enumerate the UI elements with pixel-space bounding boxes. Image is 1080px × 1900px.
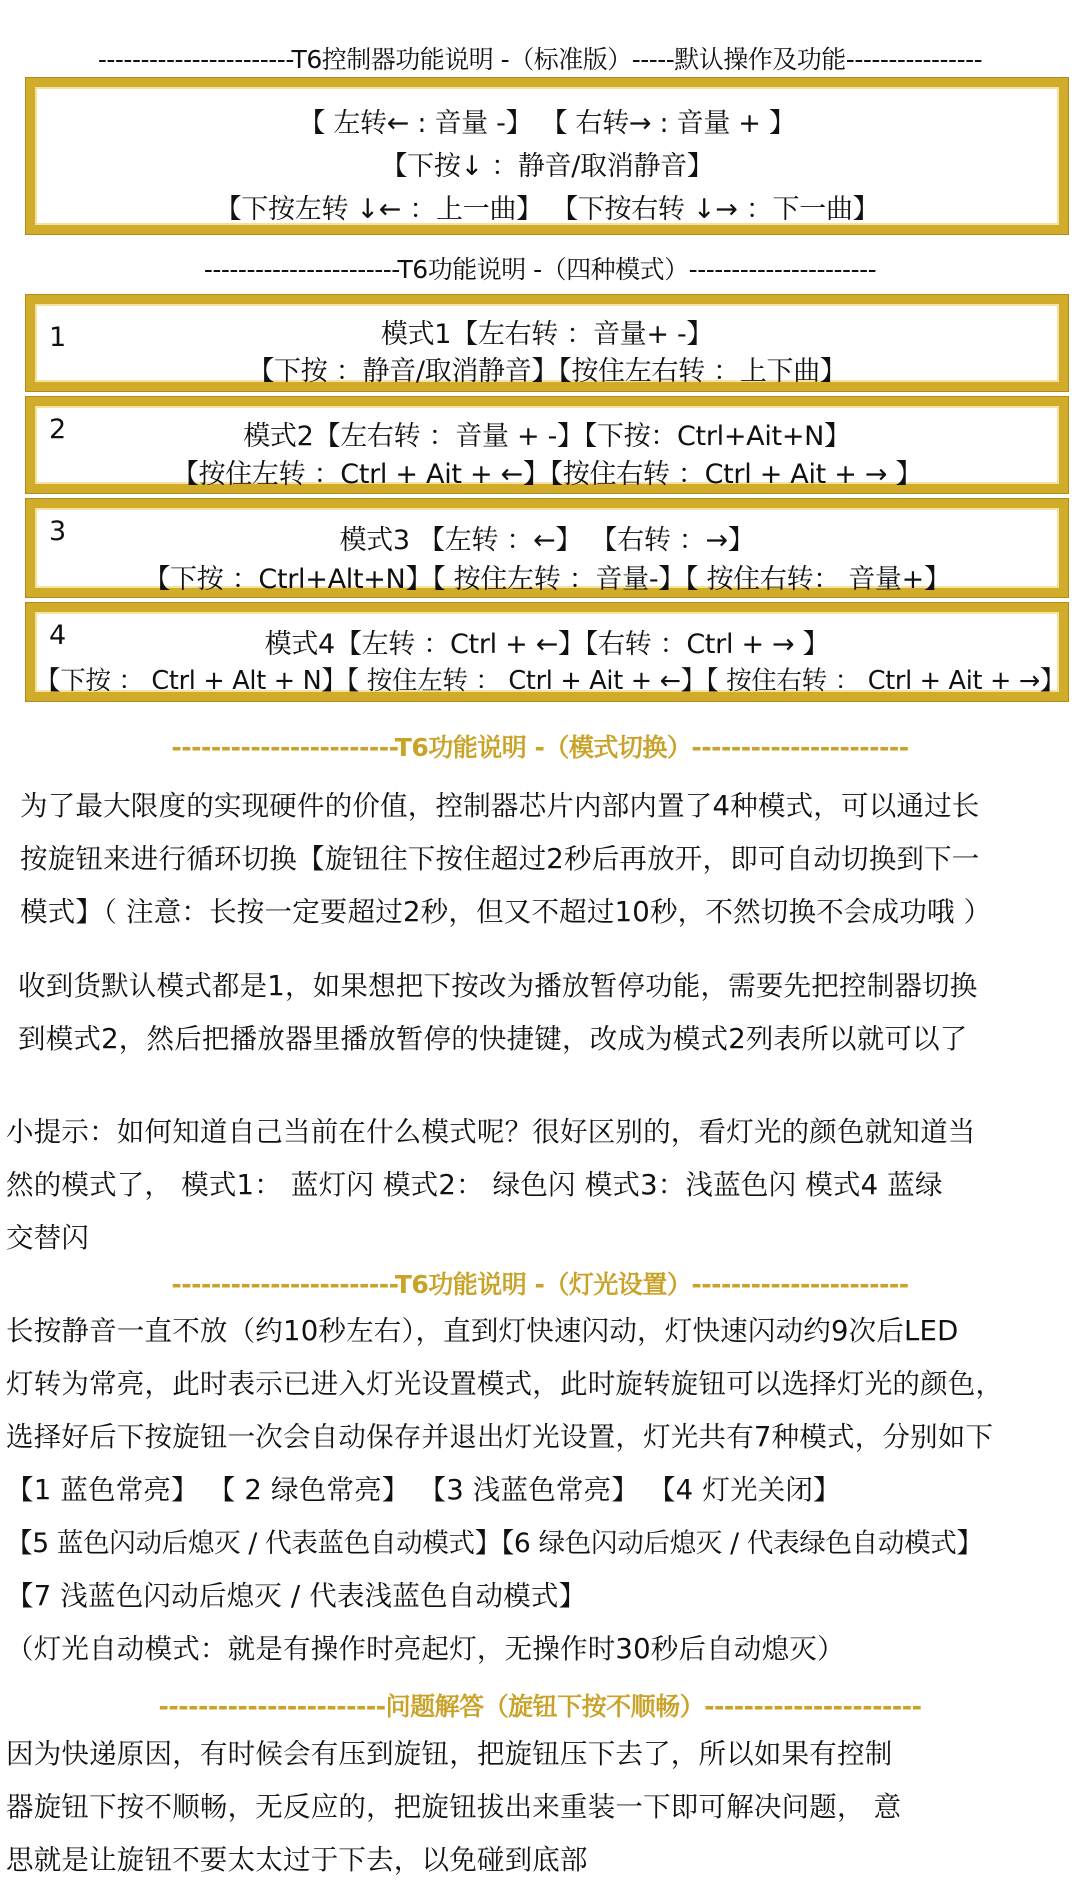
text-line: 因为快递原因，有时候会有压到旋钮，把旋钮压下去了，所以如果有控制 [6, 1738, 893, 1770]
mode-number: 4 [49, 620, 67, 651]
text-line: 器旋钮下按不顺畅，无反应的，把旋钮拔出来重装一下即可解决问题， 意 [6, 1791, 902, 1823]
default-line-2: 【下按↓ ：静音/取消静音】 [380, 151, 714, 182]
paragraph-light-settings [6, 1305, 1003, 1676]
header-default-operations: -----------------------T6控制器功能说明 -（标准版）-----默认操作及功能---------------- [97, 45, 983, 74]
text-line: 选择好后下按旋钮一次会自动保存并退出灯光设置，灯光共有7种模式，分别如下 [6, 1421, 994, 1453]
mode-number: 3 [49, 516, 67, 547]
mode-3-line-2: 【下按 ：Ctrl+Alt+N】【 按住左转 ：音量-】【 按住右转： 音量+】 [143, 564, 951, 595]
text-line: 【7 浅蓝色闪动后熄灭 / 代表浅蓝色自动模式】 [6, 1580, 587, 1612]
default-operations-box [26, 78, 1068, 234]
paragraph-default-mode [18, 960, 978, 1066]
text-line: 【5 蓝色闪动后熄灭 / 代表蓝色自动模式】【6 绿色闪动后熄灭 / 代表绿色自动模式】 [6, 1528, 983, 1559]
header-light-settings: -----------------------T6功能说明 -（灯光设置）---------------------- [171, 1270, 909, 1299]
text-line: 为了最大限度的实现硬件的价值，控制器芯片内部内置了4种模式，可以通过长 [20, 790, 980, 822]
mode-number: 1 [49, 322, 67, 353]
mode-4-line-2: 【下按 ： Ctrl + Alt + N】【 按住左转 ： Ctrl + Ait + ←】【 按住右转 ： Ctrl + Ait + →】 [35, 666, 1066, 696]
mode-1-line-2: 【下按 ：静音/取消静音】【按住左右转 ：上下曲】 [247, 356, 847, 387]
text-line: 按旋钮来进行循环切换【旋钮往下按住超过2秒后再放开，即可自动切换到下一 [20, 843, 980, 875]
paragraph-faq [6, 1728, 901, 1887]
text-line: 收到货默认模式都是1，如果想把下按改为播放暂停功能，需要先把控制器切换 [18, 970, 978, 1002]
mode-2-line-2: 【按住左转 ：Ctrl + Ait + ←】【按住右转 ：Ctrl + Ait + → 】 [171, 459, 923, 490]
mode-2-line-1: 模式2【左右转 ：音量 + -】【下按：Ctrl+Ait+N】 [243, 421, 851, 452]
header-mode-switch: -----------------------T6功能说明 -（模式切换）---------------------- [171, 733, 909, 762]
text-line: 灯转为常亮，此时表示已进入灯光设置模式，此时旋转旋钮可以选择灯光的颜色， [6, 1368, 1004, 1400]
mode-4-line-1: 模式4【左转 ：Ctrl + ←】【右转 ：Ctrl + → 】 [264, 629, 830, 660]
mode-number: 2 [49, 414, 67, 445]
text-line: （灯光自动模式：就是有操作时亮起灯，无操作时30秒后自动熄灭） [6, 1633, 845, 1665]
text-line: 模式】（ 注意：长按一定要超过2秒，但又不超过10秒，不然切换不会成功哦 ） [20, 896, 992, 928]
paragraph-mode-switch [20, 780, 991, 939]
mode-4-box [26, 603, 1068, 701]
text-line: 交替闪 [6, 1222, 90, 1254]
mode-3-box [26, 499, 1068, 597]
default-line-1: 【 左转← : 音量 -】 【 右转→ : 音量 + 】 [298, 108, 796, 139]
text-line: 到模式2，然后把播放器里播放暂停的快捷键，改成为模式2列表所以就可以了 [18, 1023, 968, 1055]
mode-1-line-1: 模式1【左右转 ：音量+ -】 [380, 319, 714, 350]
text-line: 然的模式了， 模式1： 蓝灯闪 模式2： 绿色闪 模式3：浅蓝色闪 模式4 蓝绿 [6, 1169, 943, 1201]
paragraph-tip [6, 1106, 976, 1265]
mode-3-line-1: 模式3 【左转 ：←】 【右转 ：→】 [339, 525, 755, 556]
header-four-modes: -----------------------T6功能说明 -（四种模式）---------------------- [203, 255, 877, 284]
text-line: 长按静音一直不放（约10秒左右），直到灯快速闪动，灯快速闪动约9次后LED [6, 1315, 959, 1347]
text-line: 思就是让旋钮不要太太过于下去，以免碰到底部 [6, 1844, 588, 1876]
mode-1-box [26, 295, 1068, 391]
default-line-3: 【下按左转 ↓← ：上一曲】 【下按右转 ↓→ ：下一曲】 [214, 194, 880, 225]
text-line: 【1 蓝色常亮】 【 2 绿色常亮】 【3 浅蓝色常亮】 【4 灯光关闭】 [6, 1474, 841, 1506]
header-faq: -----------------------问题解答（旋钮下按不顺畅）---------------------- [158, 1692, 922, 1721]
text-line: 小提示：如何知道自己当前在什么模式呢？很好区别的，看灯光的颜色就知道当 [6, 1116, 976, 1148]
mode-2-box [26, 397, 1068, 493]
